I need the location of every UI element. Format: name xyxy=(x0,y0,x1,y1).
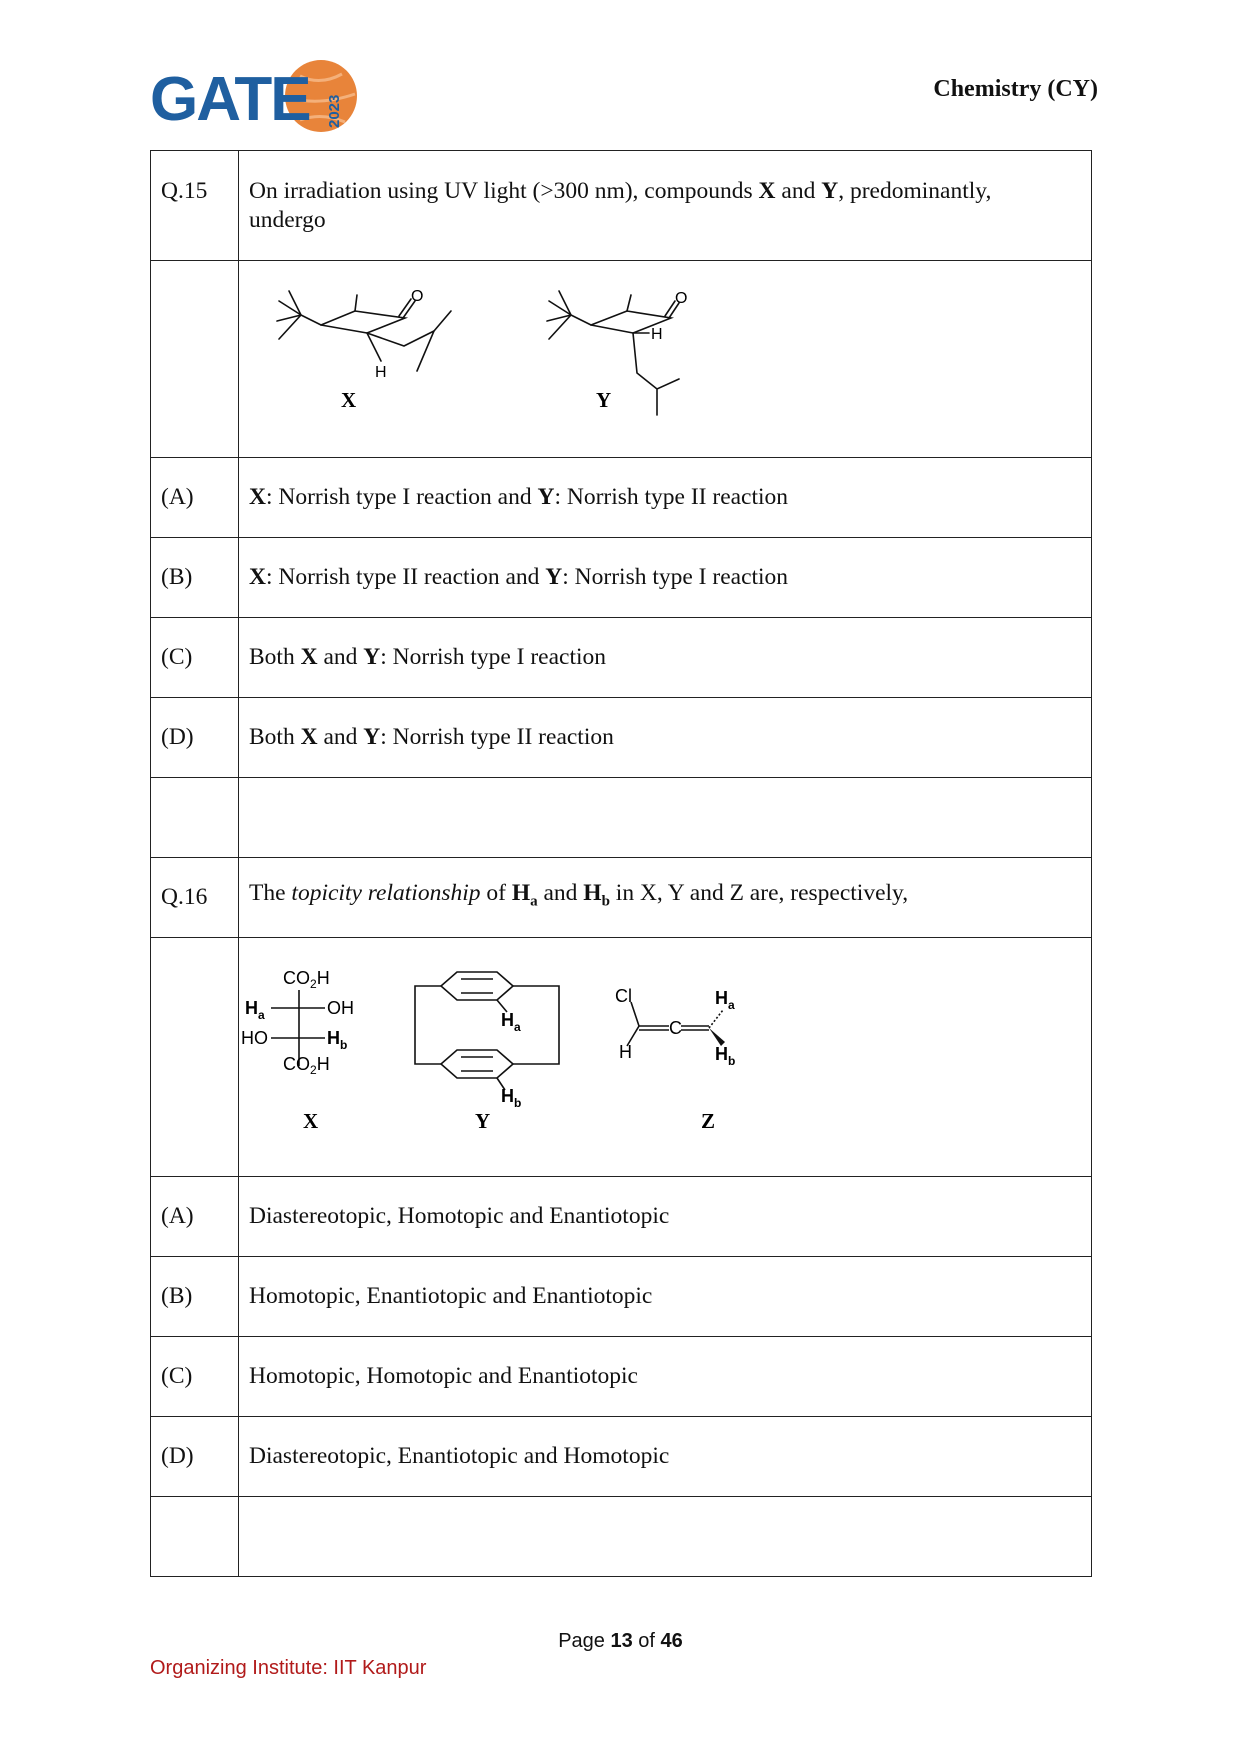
q15-option-b-text: X: Norrish type II reaction and Y: Norrish type I reaction xyxy=(239,538,1092,618)
svg-text:Hb: $H_b$ xyxy=(327,1028,348,1052)
spacer-row xyxy=(151,778,1092,858)
q15-option-a-letter: (A) xyxy=(151,458,239,538)
q16-label-x: X xyxy=(303,1109,319,1133)
q15-stem-row xyxy=(151,151,1092,261)
svg-text:Hb: $H_b$ xyxy=(501,1086,522,1110)
logo-year: 2023 xyxy=(326,94,343,128)
compound-x-structure xyxy=(277,291,451,371)
q15-stem: On irradiation using UV light (>300 nm), compounds X and Y, predominantly, undergo xyxy=(239,151,1092,261)
svg-text:Ha: $H_a$ xyxy=(715,988,735,1012)
q15-label-y: Y xyxy=(596,388,612,412)
q16-option-d-letter: (D) xyxy=(151,1417,239,1497)
q15-option-d-letter: (D) xyxy=(151,698,239,778)
svg-text:CO2H: $CO_2H$ xyxy=(283,1054,330,1077)
q15-option-d xyxy=(151,698,1092,778)
q16-option-a-text: Diastereotopic, Homotopic and Enantiotopic xyxy=(239,1177,1092,1257)
q16-number: Q.16 xyxy=(151,858,239,938)
q15-option-c-letter: (C) xyxy=(151,618,239,698)
q16-stem-row xyxy=(151,858,1092,938)
q15-structures xyxy=(239,261,1099,457)
q15-atom-o-x: O xyxy=(411,288,424,305)
q15-option-b-letter: (B) xyxy=(151,538,239,618)
q16-option-c-text: Homotopic, Homotopic and Enantiotopic xyxy=(239,1337,1092,1417)
q16-option-b xyxy=(151,1257,1092,1337)
subject-title: Chemistry (CY) xyxy=(933,76,1098,102)
page-number: Page 13 of 46 xyxy=(558,1630,683,1652)
q16-option-c xyxy=(151,1337,1092,1417)
question-table xyxy=(150,150,1092,1577)
q15-figure-row xyxy=(151,261,1092,458)
cyclophane-y-lines xyxy=(415,972,559,1090)
organizing-institute: Organizing Institute: IIT Kanpur xyxy=(150,1657,427,1679)
q16-figure xyxy=(239,938,1092,1177)
q15-atom-o-y: O xyxy=(675,290,688,307)
q15-option-d-text: Both X and Y: Norrish type II reaction xyxy=(239,698,1092,778)
q15-label-x: X xyxy=(341,388,357,412)
q16-option-d-text: Diastereotopic, Enantiotopic and Homotopic xyxy=(239,1417,1092,1497)
q15-option-a xyxy=(151,458,1092,538)
q16-option-c-letter: (C) xyxy=(151,1337,239,1417)
svg-text:CO2H: $CO_2H$ xyxy=(283,968,330,991)
q15-option-c-text: Both X and Y: Norrish type I reaction xyxy=(239,618,1092,698)
svg-text:Hb: $H_b$ xyxy=(715,1044,736,1068)
q16-label-y: Y xyxy=(475,1109,491,1133)
q16-figure-row xyxy=(151,938,1092,1177)
q16-option-a-letter: (A) xyxy=(151,1177,239,1257)
q16-option-b-letter: (B) xyxy=(151,1257,239,1337)
q15-atom-h-y: H xyxy=(651,326,663,343)
q15-option-c xyxy=(151,618,1092,698)
svg-text:Cl: Cl xyxy=(615,986,632,1006)
logo-text: GATE xyxy=(150,65,310,134)
q16-structures xyxy=(239,938,1099,1176)
q15-option-b xyxy=(151,538,1092,618)
q15-option-a-text: X: Norrish type I reaction and Y: Norrish type II reaction xyxy=(239,458,1092,538)
q16-option-b-text: Homotopic, Enantiotopic and Enantiotopic xyxy=(239,1257,1092,1337)
svg-text:HO: HO xyxy=(241,1028,268,1048)
q15-figure xyxy=(239,261,1092,458)
svg-text:H: H xyxy=(619,1042,632,1062)
svg-text:OH: OH xyxy=(327,998,354,1018)
compound-y-structure xyxy=(547,291,679,415)
q16-option-a xyxy=(151,1177,1092,1257)
svg-text:Ha: $H_a$ xyxy=(245,998,265,1022)
spacer-row xyxy=(151,1497,1092,1577)
svg-text:C: C xyxy=(669,1018,682,1038)
gate-2023-logo xyxy=(150,56,360,138)
svg-text:Ha: $H_a$ xyxy=(501,1010,521,1034)
q16-option-d xyxy=(151,1417,1092,1497)
q15-atom-h-x: H xyxy=(375,364,387,381)
q16-stem: The topicity relationship of $H_a$ and $H_b$ in X, Y and Z are, respectively, xyxy=(239,858,1092,938)
q15-number: Q.15 xyxy=(151,151,239,261)
q16-label-z: Z xyxy=(701,1109,716,1133)
